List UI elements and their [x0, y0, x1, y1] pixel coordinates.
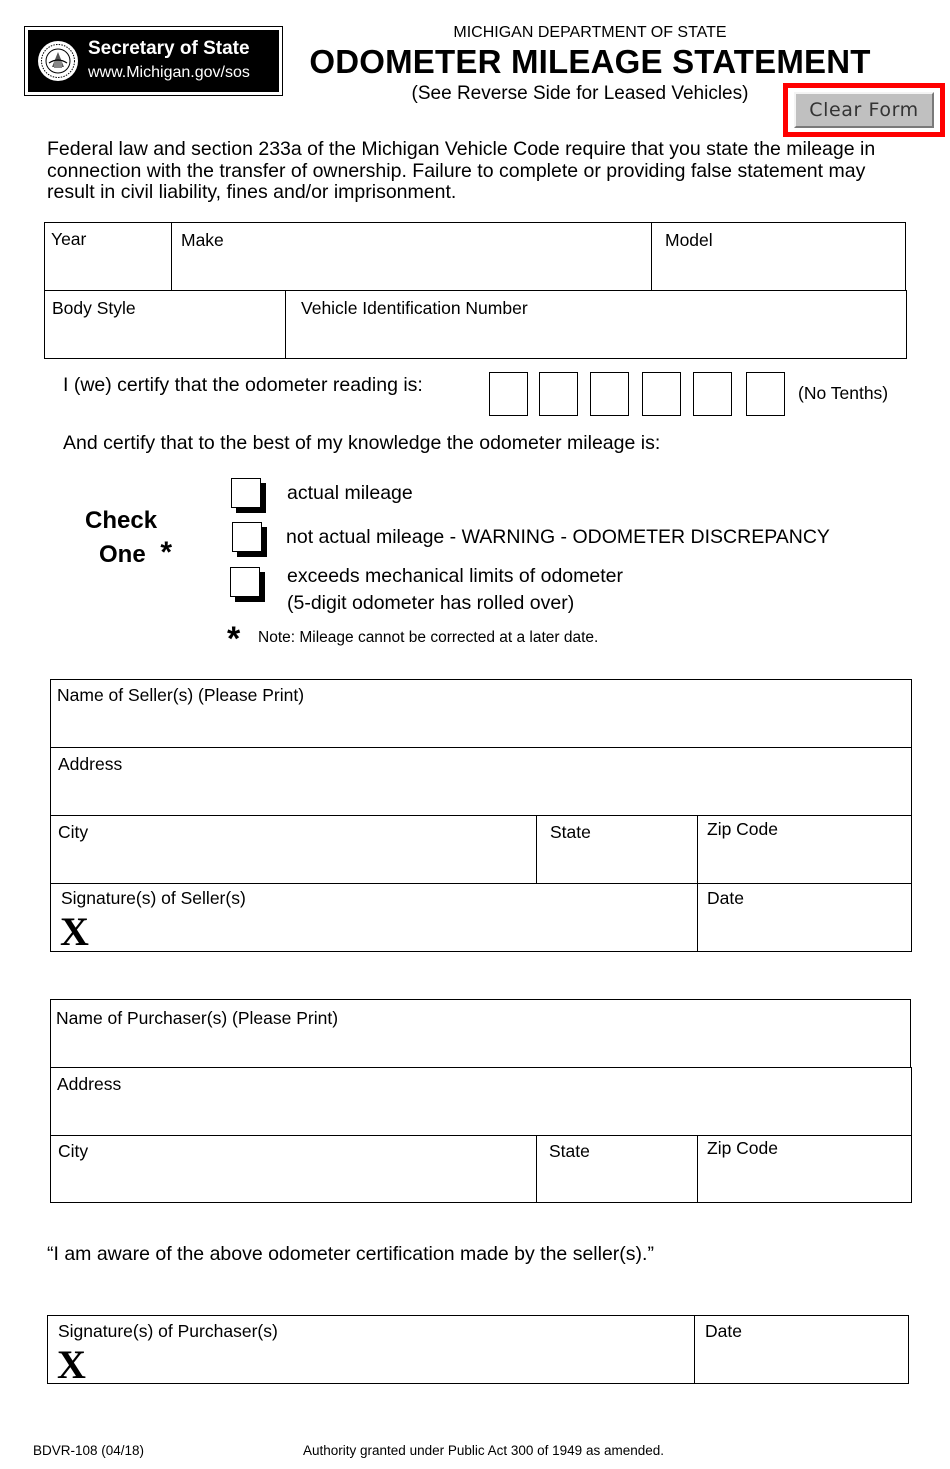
purchaser-city-field[interactable] [50, 1135, 537, 1203]
purchaser-zip-label: Zip Code [707, 1138, 779, 1158]
check-one-label [72, 505, 172, 571]
seller-address-field[interactable] [50, 747, 912, 816]
seller-name-label: Name of Seller(s) (Please Print) [57, 685, 305, 705]
rolled-over-label: (5-digit odometer has rolled over) [287, 592, 575, 614]
authority-text: Authority granted under Public Act 300 of 1949 as amended. [303, 1443, 664, 1458]
odometer-reading-label: I (we) certify that the odometer reading is: [63, 374, 423, 396]
department-name: MICHIGAN DEPARTMENT OF STATE [453, 24, 727, 41]
purchaser-address-field[interactable] [50, 1067, 912, 1136]
odometer-digit-2[interactable] [539, 372, 578, 416]
seller-zip-label: Zip Code [707, 819, 779, 839]
form-number: BDVR-108 (04/18) [33, 1443, 145, 1458]
vehicle-make-field[interactable] [171, 222, 652, 291]
seller-city-field[interactable] [50, 815, 537, 884]
seller-zip-field[interactable] [697, 815, 912, 884]
clear-form-highlight [783, 83, 945, 137]
vehicle-year-label: Year [51, 229, 87, 249]
vehicle-make-label: Make [181, 230, 224, 250]
purchaser-date-label: Date [705, 1321, 742, 1341]
seller-signature-x: X [60, 909, 89, 954]
purchaser-state-field[interactable] [536, 1135, 698, 1203]
purchaser-zip-field[interactable] [697, 1135, 912, 1203]
vin-label: Vehicle Identification Number [301, 298, 528, 318]
exceeds-limits-label: exceeds mechanical limits of odometer [287, 565, 623, 587]
seller-state-field[interactable] [536, 815, 698, 884]
purchaser-awareness-statement: “I am aware of the above odometer certification made by the seller(s).” [47, 1243, 654, 1265]
form-title: ODOMETER MILEAGE STATEMENT [309, 43, 871, 80]
not-actual-mileage-checkbox[interactable] [232, 522, 262, 552]
check-label-line1: Check [85, 507, 158, 534]
body-style-field[interactable] [44, 290, 286, 359]
clear-form-button[interactable]: Clear Form [794, 92, 934, 128]
odometer-digit-6[interactable] [746, 372, 785, 416]
odometer-digit-3[interactable] [590, 372, 629, 416]
seller-address-label: Address [58, 754, 123, 774]
vehicle-model-label: Model [665, 230, 713, 250]
odometer-digit-4[interactable] [642, 372, 681, 416]
correction-note: Note: Mileage cannot be corrected at a later date. [258, 629, 599, 646]
form-subtitle: (See Reverse Side for Leased Vehicles) [411, 83, 749, 104]
purchaser-city-label: City [58, 1141, 89, 1161]
vin-field[interactable] [285, 290, 907, 359]
seller-signature-label: Signature(s) of Seller(s) [61, 888, 246, 908]
seller-signature-field[interactable] [50, 883, 698, 952]
logo [24, 26, 283, 96]
purchaser-date-field[interactable] [694, 1315, 909, 1384]
seller-city-label: City [58, 822, 89, 842]
check-label-one: One [99, 541, 146, 568]
seller-name-field[interactable] [50, 679, 912, 748]
mileage-certify-text: And certify that to the best of my knowledge the odometer mileage is: [63, 432, 661, 454]
odometer-digit-5[interactable] [693, 372, 732, 416]
purchaser-name-field[interactable] [50, 999, 911, 1068]
note-asterisk: * [227, 620, 241, 658]
purchaser-address-label: Address [57, 1074, 122, 1094]
purchaser-signature-label: Signature(s) of Purchaser(s) [58, 1321, 278, 1341]
check-label-line2 [72, 537, 172, 571]
no-tenths-label: (No Tenths) [798, 383, 889, 403]
actual-mileage-label: actual mileage [287, 482, 413, 504]
logo-title: Secretary of State [88, 38, 250, 59]
check-asterisk: * [160, 536, 173, 569]
vehicle-model-field[interactable] [651, 222, 906, 291]
seller-date-field[interactable] [697, 883, 912, 952]
intro-text: Federal law and section 233a of the Michigan Vehicle Code require that you state the mileage in connection with the transfer of ownership. Failure to complete or providing false statement may result in civil liability, fines and/or imprisonment. [47, 138, 876, 203]
not-actual-mileage-label: not actual mileage - WARNING - ODOMETER DISCREPANCY [286, 526, 830, 548]
logo-panel [28, 30, 279, 92]
body-style-label: Body Style [52, 298, 136, 318]
exceeds-limits-checkbox[interactable] [230, 567, 260, 597]
purchaser-name-label: Name of Purchaser(s) (Please Print) [56, 1008, 339, 1028]
actual-mileage-checkbox[interactable] [231, 478, 261, 508]
seller-date-label: Date [707, 888, 744, 908]
odometer-digit-1[interactable] [489, 372, 528, 416]
purchaser-state-label: State [549, 1141, 590, 1161]
state-seal-icon [36, 39, 80, 83]
purchaser-signature-x: X [57, 1342, 86, 1387]
logo-url: www.Michigan.gov/sos [88, 64, 250, 81]
purchaser-signature-field[interactable] [47, 1315, 695, 1387]
vehicle-year-field[interactable] [44, 222, 172, 291]
seller-state-label: State [550, 822, 591, 842]
